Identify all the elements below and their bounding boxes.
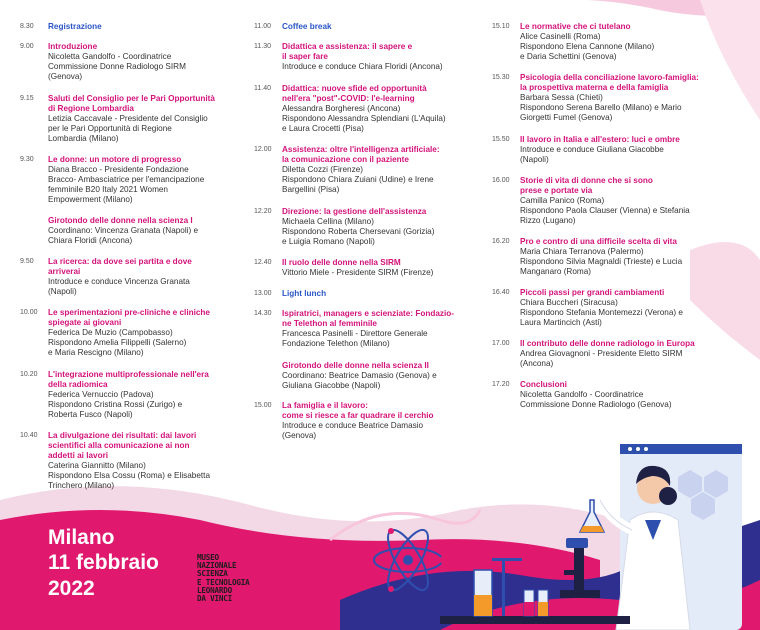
schedule-item <box>20 42 248 82</box>
schedule-item <box>20 94 248 144</box>
schedule-item <box>20 257 248 297</box>
time-label: 16.20 <box>492 238 510 245</box>
session-title: Piccoli passi per grandi cambiamenti <box>520 288 665 297</box>
schedule-item <box>254 207 492 247</box>
time-label: 15.50 <box>492 136 510 143</box>
session-title: La famiglia e il lavoro: come si riesce a far quadrare il cerchio <box>282 401 434 420</box>
session-title: Didattica: nuove sfide ed opportunità nell'era "post"-COVID: l'e-learning <box>282 84 427 103</box>
time-label: 9.15 <box>20 95 34 102</box>
schedule-item <box>254 145 492 195</box>
time-label: 10.40 <box>20 432 38 439</box>
event-year: 2022 <box>48 577 95 600</box>
flask-icon <box>474 558 548 616</box>
session-title: L'integrazione multiprofessionale nell'era della radiomica <box>48 370 209 389</box>
session-title: Pro e contro di una difficile scelta di vita <box>520 237 677 246</box>
session-speakers: Introduce e conduce Vincenza Granata (Napoli) <box>48 277 190 296</box>
schedule-item <box>254 361 492 391</box>
session-speakers: Federica De Muzio (Campobasso) Rispondono Amelia Filippelli (Salerno) e Maria Rescigno (Milano) <box>48 328 187 357</box>
schedule-item <box>20 431 248 491</box>
schedule-item <box>254 309 492 349</box>
schedule-item <box>254 289 492 299</box>
time-label: 11.30 <box>254 43 271 50</box>
schedule-item <box>492 339 732 369</box>
session-speakers: Diana Bracco - Presidente Fondazione Bracco- Ambasciatrice per l'emancipazione femminile B20 Italy 2021 Women Empowerment (Milano) <box>48 165 205 204</box>
session-title: Storie di vita di donne che si sono prese e portate via <box>520 176 653 195</box>
session-speakers: Coordinano: Vincenza Granata (Napoli) e Chiara Floridi (Ancona) <box>48 226 199 245</box>
event-date: 11 febbraio <box>48 551 159 574</box>
session-title: Direzione: la gestione dell'assistenza <box>282 207 427 216</box>
schedule-item <box>20 22 248 32</box>
time-label: 9.00 <box>20 43 34 50</box>
session-title: La divulgazione dei risultati: dai lavori scientifici alla comunicazione ai non addetti ai lavori <box>48 431 197 460</box>
session-title: Ispiratrici, managers e scienziate: Fondazio- ne Telethon al femminile <box>282 309 454 328</box>
time-label: 10.20 <box>20 371 38 378</box>
schedule-item <box>492 380 732 410</box>
session-title: Il ruolo delle donne nella SIRM <box>282 258 401 267</box>
session-speakers: Introduce e conduce Beatrice Damasio (Genova) <box>282 421 424 440</box>
scientist-illustration <box>440 440 750 630</box>
time-label: 12.00 <box>254 146 272 153</box>
session-speakers: Vittorio Miele - Presidente SIRM (Firenze) <box>282 268 434 277</box>
session-speakers: Francesca Pasinelli - Direttore Generale Fondazione Telethon (Milano) <box>282 329 428 348</box>
session-speakers: Introduce e conduce Chiara Floridi (Ancona) <box>282 62 443 71</box>
event-city: Milano <box>48 526 115 549</box>
schedule-item <box>254 84 492 134</box>
schedule-item <box>254 258 492 278</box>
session-speakers: Michaela Cellina (Milano) Rispondono Roberta Chersevani (Gorizia) e Luigia Romano (Napoli) <box>282 217 435 246</box>
session-title: Psicologia della conciliazione lavoro-famiglia: la prospettiva materna e della famiglia <box>520 73 699 92</box>
time-label: 15.00 <box>254 402 272 409</box>
time-label: 15.30 <box>492 74 510 81</box>
atom-icon <box>368 520 448 600</box>
session-title: Introduzione <box>48 42 98 51</box>
session-title: Il lavoro in Italia e all'estero: luci e ombre <box>520 135 680 144</box>
schedule-item <box>254 42 492 72</box>
time-label: 9.50 <box>20 258 34 265</box>
time-label: 9.30 <box>20 156 34 163</box>
time-label: 8.30 <box>20 23 34 30</box>
session-speakers: Alessandra Borgheresi (Ancona) Rispondono Alessandra Splendiani (L'Aquila) e Laura Crocetti (Pisa) <box>282 104 446 133</box>
time-label: 10.00 <box>20 309 38 316</box>
session-title: La ricerca: da dove sei partita e dove arriverai <box>48 257 192 276</box>
time-label: 15.10 <box>492 23 510 30</box>
session-title: Il contributo delle donne radiologo in Europa <box>520 339 695 348</box>
time-label: 14.30 <box>254 310 272 317</box>
session-speakers: Maria Chiara Terranova (Palermo) Rispondono Silvia Magnaldi (Trieste) e Lucia Manganaro (Roma) <box>520 247 683 276</box>
session-speakers: Federica Vernuccio (Padova) Rispondono Cristina Rossi (Zurigo) e Roberta Fusco (Napoli) <box>48 390 183 419</box>
session-speakers: Nicoletta Gandolfo - Coordinatrice Commissione Donne Radiologo (Genova) <box>520 390 672 409</box>
session-speakers: Chiara Buccheri (Siracusa) Rispondono Stefania Montemezzi (Verona) e Laura Martincich (Asti) <box>520 298 683 327</box>
schedule-item <box>492 135 732 165</box>
time-label: 12.40 <box>254 259 272 266</box>
time-label: 11.40 <box>254 85 271 92</box>
session-speakers: Barbara Sessa (Chieti) Rispondono Serena Barello (Milano) e Mario Giorgetti Fumel (Genova) <box>520 93 682 122</box>
schedule-item <box>20 370 248 420</box>
schedule-item <box>492 237 732 277</box>
schedule-item <box>20 308 248 358</box>
schedule-item <box>492 73 732 123</box>
session-title: Girotondo delle donne nella scienza II <box>282 361 429 370</box>
session-title: Light lunch <box>282 289 327 298</box>
schedule-item <box>20 155 248 205</box>
time-label: 16.40 <box>492 289 510 296</box>
time-label: 16.00 <box>492 177 510 184</box>
session-title: Le normative che ci tutelano <box>520 22 631 31</box>
session-speakers: Camilla Panico (Roma) Rispondono Paola Clauser (Vienna) e Stefania Rizzo (Lugano) <box>520 196 690 225</box>
time-label: 17.00 <box>492 340 510 347</box>
session-speakers: Introduce e conduce Giuliana Giacobbe (Napoli) <box>520 145 664 164</box>
session-title: Conclusioni <box>520 380 567 389</box>
time-label: 13.00 <box>254 290 272 297</box>
session-title: Registrazione <box>48 22 102 31</box>
schedule-item <box>20 216 248 246</box>
session-title: Coffee break <box>282 22 332 31</box>
session-speakers: Nicoletta Gandolfo - Coordinatrice Commissione Donne Radiologo SIRM (Genova) <box>48 52 186 81</box>
session-speakers: Alice Casinelli (Roma) Rispondono Elena Cannone (Milano) e Daria Schettini (Genova) <box>520 32 655 61</box>
session-title: Didattica e assistenza: il sapere e il saper fare <box>282 42 413 61</box>
museum-logo: MUSEO NAZIONALE SCIENZA E TECNOLOGIA LEONARDO DA VINCI <box>197 553 250 604</box>
session-title: Assistenza: oltre l'intelligenza artificiale: la comunicazione con il paziente <box>282 145 440 164</box>
session-speakers: Coordinano: Beatrice Damasio (Genova) e Giuliana Giacobbe (Napoli) <box>282 371 437 390</box>
microscope-icon <box>560 538 600 598</box>
schedule-item <box>492 288 732 328</box>
session-speakers: Caterina Giannitto (Milano) Rispondono Elsa Cossu (Roma) e Elisabetta Trinchero (Milano) <box>48 461 211 490</box>
time-label: 12.20 <box>254 208 272 215</box>
time-label: 17.20 <box>492 381 510 388</box>
schedule-item <box>254 22 492 32</box>
session-speakers: Diletta Cozzi (Firenze) Rispondono Chiara Zuiani (Udine) e Irene Bargellini (Pisa) <box>282 165 434 194</box>
session-title: Girotondo delle donne nella scienza I <box>48 216 193 225</box>
schedule-item <box>254 401 492 441</box>
schedule-item <box>492 22 732 62</box>
time-label: 11.00 <box>254 23 271 30</box>
session-title: Le donne: un motore di progresso <box>48 155 182 164</box>
schedule-item <box>492 176 732 226</box>
session-speakers: Andrea Giovagnoni - Presidente Eletto SIRM (Ancona) <box>520 349 683 368</box>
session-speakers: Letizia Caccavale - Presidente del Consiglio per le Pari Opportunità di Regione Lombardia (Milano) <box>48 114 208 143</box>
session-title: Le sperimentazioni pre-cliniche e cliniche spiegate ai giovani <box>48 308 210 327</box>
session-title: Saluti del Consiglio per le Pari Opportunità di Regione Lombardia <box>48 94 215 113</box>
